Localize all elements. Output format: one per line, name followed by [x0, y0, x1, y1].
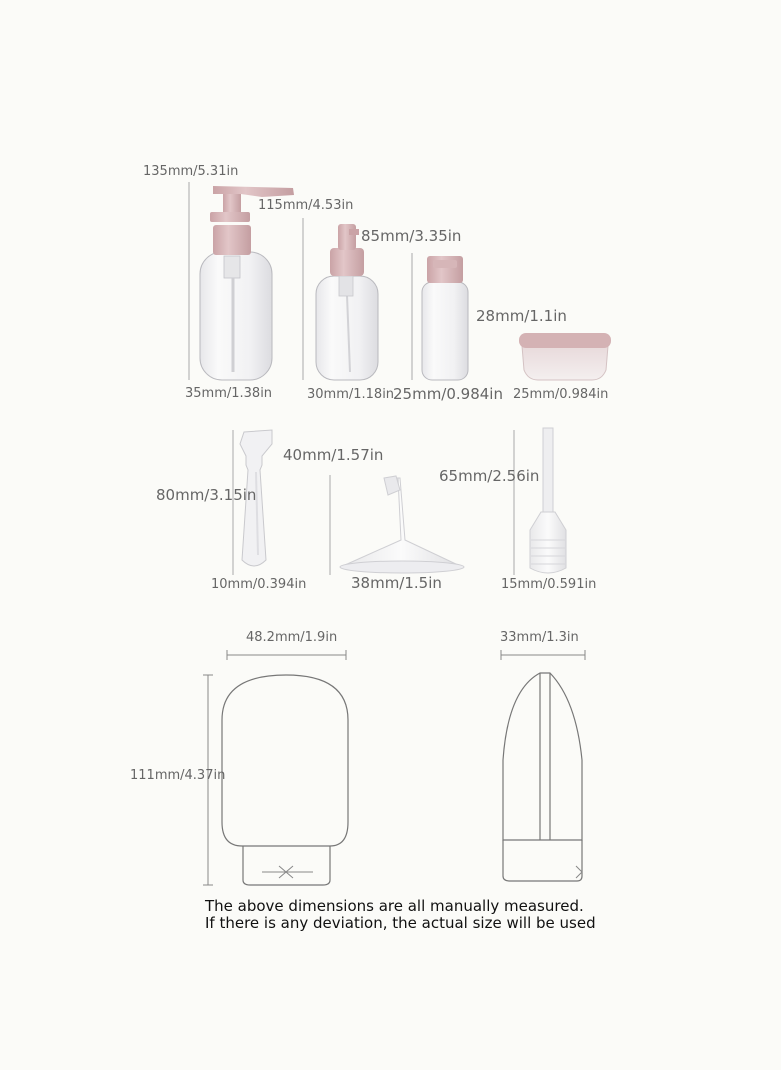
spatula-width-label: 10mm/0.394in — [211, 577, 307, 592]
pump-bottle-height-label: 135mm/5.31in — [143, 164, 239, 179]
dropper-illustration — [530, 428, 566, 573]
squeeze-bottle-width-label: 48.2mm/1.9in — [246, 630, 338, 645]
pump-bottle-width-label: 35mm/1.38in — [185, 386, 273, 401]
dropper-width-label: 15mm/0.591in — [501, 577, 597, 592]
spray-bottle-illustration — [316, 224, 378, 380]
flip-bottle-width-label: 25mm/0.984in — [393, 385, 503, 403]
dropper-height-label: 65mm/2.56in — [439, 467, 540, 485]
funnel-height-label: 40mm/1.57in — [283, 446, 384, 464]
disclaimer-line-1: The above dimensions are all manually measured. — [205, 897, 584, 915]
spatula-height-label: 80mm/3.15in — [156, 486, 257, 504]
jar-width-label: 25mm/0.984in — [513, 387, 609, 402]
spray-bottle-height-label: 115mm/4.53in — [258, 198, 354, 213]
spray-bottle-width-label: 30mm/1.18in — [307, 387, 395, 402]
tube-outline — [501, 650, 585, 881]
flip-bottle-height-label: 85mm/3.35in — [361, 227, 462, 245]
funnel-width-label: 38mm/1.5in — [351, 574, 442, 592]
pump-bottle-illustration — [200, 186, 294, 380]
jar-illustration — [519, 333, 611, 380]
flip-bottle-illustration — [422, 256, 468, 380]
squeeze-bottle-height-label: 111mm/4.37in — [130, 768, 226, 783]
funnel-illustration — [340, 476, 464, 573]
disclaimer-line-2: If there is any deviation, the actual size will be used — [205, 914, 596, 932]
tube-width-label: 33mm/1.3in — [500, 630, 579, 645]
jar-height-label: 28mm/1.1in — [476, 307, 567, 325]
